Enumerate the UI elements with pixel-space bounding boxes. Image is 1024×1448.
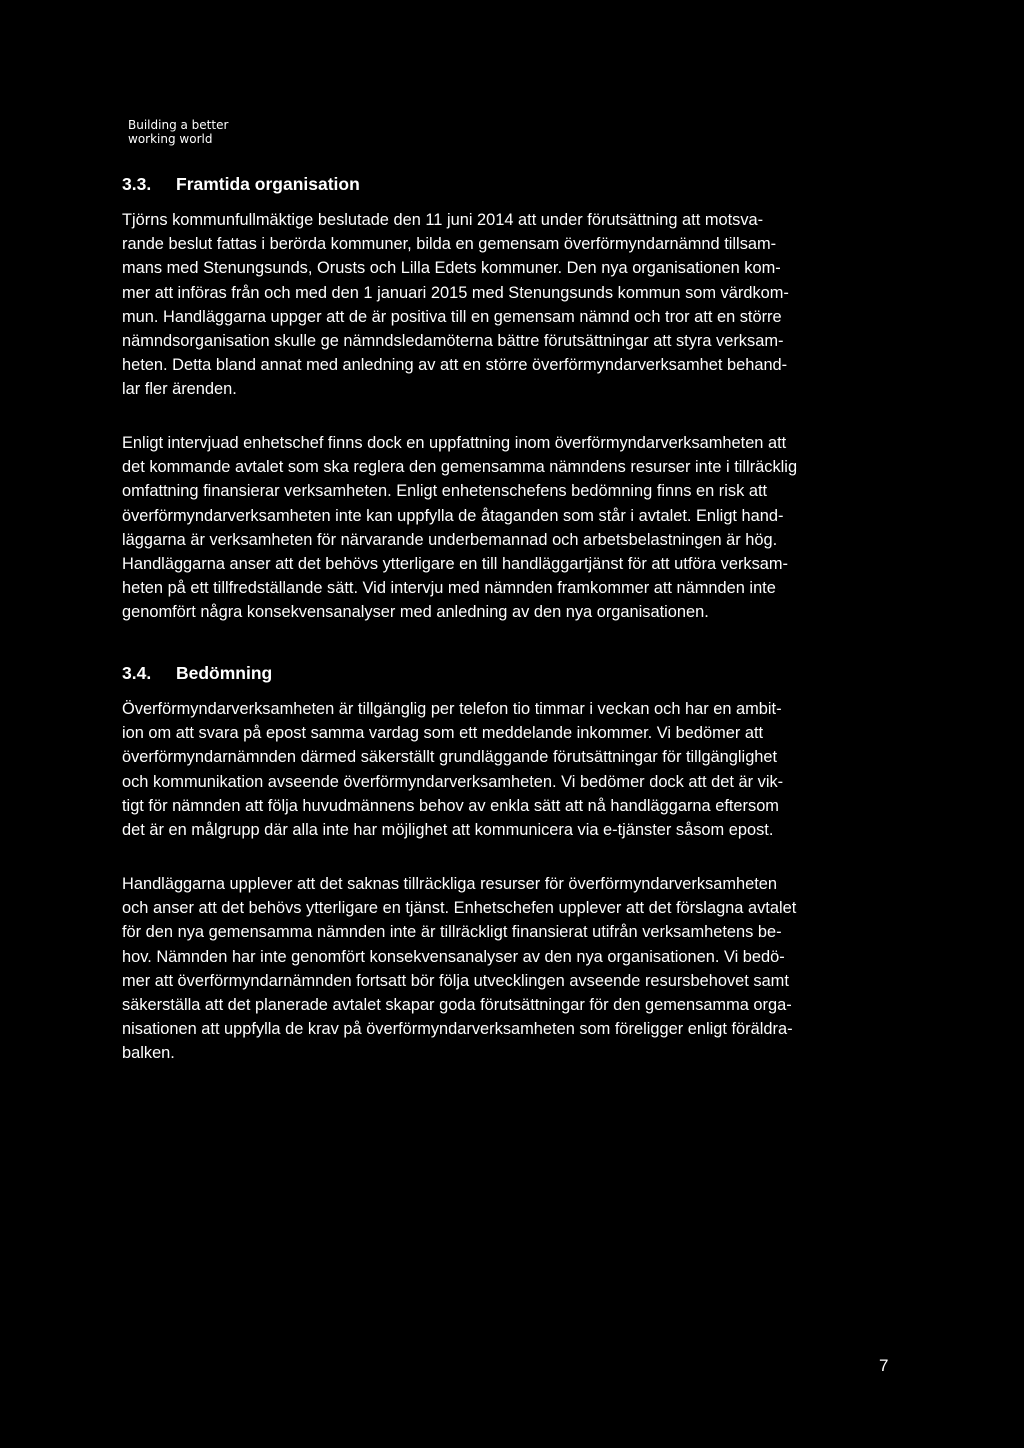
section-3-3-title: Framtida organisation — [176, 174, 360, 194]
section-3-4-title: Bedömning — [176, 663, 273, 683]
section-3-4-number: 3.4. — [122, 663, 152, 683]
section-3-4-paragraph-1: Överförmyndarverksamheten är tillgänglig per telefon tio timmar i veckan och har en ambit- ion om att svara på epost samma vardag som ett meddelande inkommer. Vi bedömer att överförmyndarnämnden därmed säkerställt grundläggande förutsättningar för tillgänglighet och kommunikation avseende överförmyndarverksamheten. Vi bedömer dock att det är vik- tigt för nämnden att följa huvudmännens behov av enkla sätt att nå handläggarna eftersom det är en målgrupp där alla inte har möjlighet att kommunicera via e-tjänster såsom epost. — [122, 700, 784, 840]
tagline-line2: working world — [128, 132, 213, 146]
tagline-line1: Building a better — [128, 118, 229, 132]
section-3-4-paragraph-2: Handläggarna upplever att det saknas tillräckliga resurser för överförmyndarverksamheten och anser att det behövs ytterligare en tjänst. Enhetschefen upplever att det förslagna avtalet för den nya gemensamma nämnden inte är tillräckligt finansierat utifrån verksamhetens be- hov. Nämnden har inte genomfört konsekvensanalyser av den nya organisationen. Vi bedö- mer att överförmyndarnämnden fortsatt bör följa utvecklingen avseende resursbehovet samt säkerställa att det planerade avtalet skapar goda förutsättningar för den gemensamma orga- nisationen att uppfylla de krav på överförmyndarverksamheten som föreligger enligt föräldra- balken. — [122, 875, 797, 1063]
page-number: 7 — [879, 1356, 889, 1375]
header-tagline — [128, 118, 228, 146]
section-3-3-paragraph-2: Enligt intervjuad enhetschef finns dock en uppfattning inom överförmyndarverksamheten att det kommande avtalet som ska reglera den gemensamma nämndens resurser inte i tillräcklig omfattning finansierar verksamheten. Enligt enhetenschefens bedömning finns en risk att överförmyndarverksamheten inte kan uppfylla de åtaganden som står i avtalet. Enligt hand- läggarna är verksamheten för närvarande underbemannad och arbetsbelastningen är hög. Handläggarna anser att det behövs ytterligare en till handläggartjänst för att utföra verksam- heten på ett tillfredställande sätt. Vid intervju med nämnden framkommer att nämnden inte genomfört några konsekvensanalyser med anledning av den nya organisationen. — [122, 434, 798, 622]
section-3-3-paragraph-1: Tjörns kommunfullmäktige beslutade den 11 juni 2014 att under förutsättning att motsva- rande beslut fattas i berörda kommuner, bilda en gemensam överförmyndarnämnd tillsam- mans med Stenungsunds, Orusts och Lilla Edets kommuner. Den nya organisationen kom- mer att införas från och med den 1 januari 2015 med Stenungsunds kommun som värdkom- mun. Handläggarna uppger att de är positiva till en gemensam nämnd och tror att en större nämndsorganisation skulle ge nämndsledamöterna bättre förutsättningar att styra verksam- heten. Detta bland annat med anledning av att en större överförmyndarverksamhet behand- lar fler ärenden. — [122, 211, 789, 399]
section-3-3-number: 3.3. — [122, 174, 152, 194]
section-3-4-heading — [122, 662, 272, 684]
section-3-3-heading — [122, 173, 360, 195]
